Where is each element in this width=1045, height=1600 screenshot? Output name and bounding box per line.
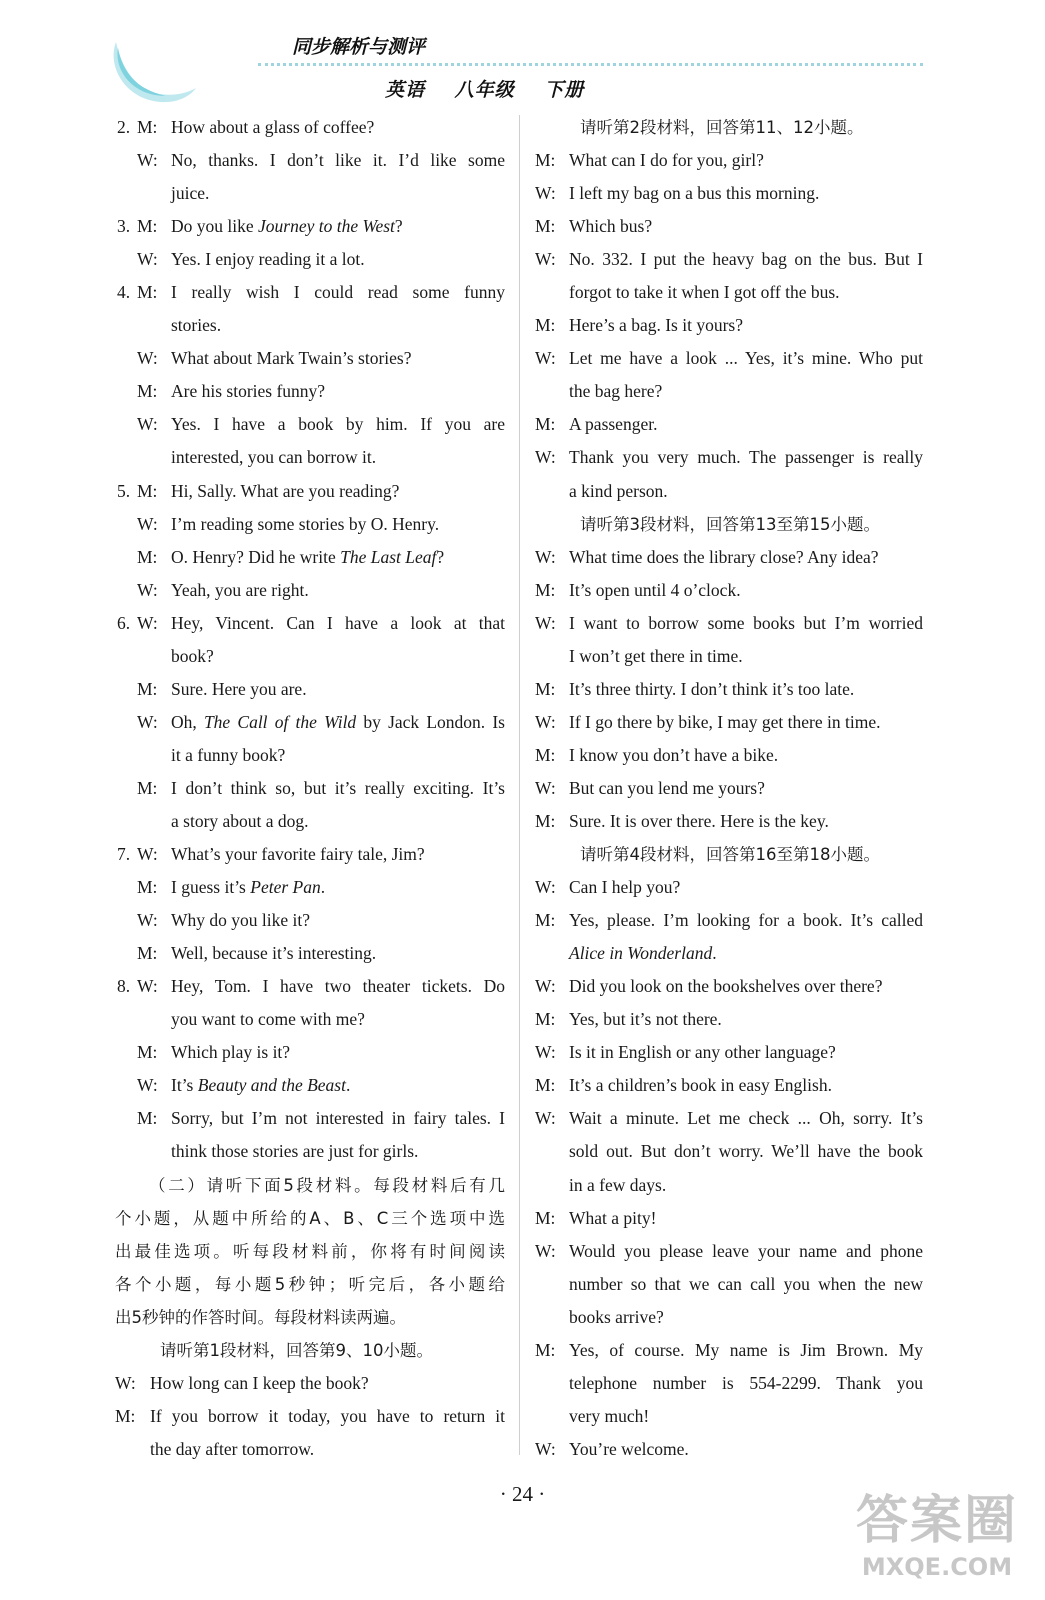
dialogue-text: very much!: [569, 1405, 650, 1426]
dialogue-text: What a pity!: [569, 1207, 657, 1228]
dialogue-text: How long can I keep the book?: [150, 1372, 369, 1393]
dialogue-line: [535, 970, 923, 1003]
dialogue-text: Alice in Wonderland.: [569, 943, 717, 964]
dialogue-text: I really wish I could read some funny: [171, 282, 505, 303]
dialogue-line: [535, 706, 923, 739]
dialogue-text: You’re welcome.: [569, 1438, 689, 1459]
dialogue-line: [115, 342, 505, 375]
dialogue-text: I’m reading some stories by O. Henry.: [171, 513, 440, 534]
speaker-label: M:: [137, 1108, 158, 1129]
dialogue-line: [115, 475, 505, 508]
passage-heading: 请听第4段材料，回答第16至第18小题。: [580, 845, 880, 865]
speaker-label: W:: [535, 777, 556, 798]
dialogue-text: Yes, of course. My name is Jim Brown. My: [569, 1339, 923, 1360]
dialogue-line: [535, 1334, 923, 1367]
speaker-label: W:: [535, 183, 556, 204]
column-divider: [519, 115, 520, 1455]
dialogue-line: [535, 276, 923, 309]
dialogue-text: the bag here?: [569, 381, 663, 402]
dialogue-line: [115, 904, 505, 937]
dialogue-line: [535, 937, 923, 970]
dialogue-line: [535, 1135, 923, 1168]
dialogue-text: it a funny book?: [171, 744, 286, 765]
speaker-label: M:: [535, 744, 556, 765]
dialogue-text: Oh, The Call of the Wild by Jack London. Is: [171, 711, 505, 732]
dialogue-line: [535, 1069, 923, 1102]
question-number: 5.: [117, 480, 131, 501]
dialogue-text: Hi, Sally. What are you reading?: [171, 480, 400, 501]
dialogue-text: think those stories are just for girls.: [171, 1141, 419, 1162]
dialogue-line: [535, 772, 923, 805]
speaker-label: M:: [137, 216, 158, 237]
speaker-label: W:: [535, 1108, 556, 1129]
passage-heading: 请听第3段材料，回答第13至第15小题。: [580, 514, 880, 534]
dialogue-text: I know you don’t have a bike.: [569, 744, 779, 765]
dialogue-line: [115, 772, 505, 805]
dialogue-line: [115, 673, 505, 706]
dialogue-text: in a few days.: [569, 1174, 667, 1195]
dialogue-text: Are his stories funny?: [171, 381, 326, 402]
watermark-logo: [847, 1490, 1027, 1590]
question-number: 2.: [117, 117, 131, 137]
speaker-label: M:: [535, 216, 556, 237]
dialogue-text: No. 332. I put the heavy bag on the bus. But I: [569, 249, 923, 270]
speaker-label: W:: [535, 249, 556, 270]
dialogue-text: Wait a minute. Let me check ... Oh, sorry. It’s: [569, 1108, 923, 1129]
passage-heading: 请听第1段材料，回答第9、10小题。: [160, 1340, 433, 1360]
dialogue-line: [535, 309, 923, 342]
book-series-title: 同步解析与测评: [292, 36, 426, 58]
speaker-label: W:: [535, 612, 556, 633]
dialogue-text: stories.: [171, 315, 222, 336]
dialogue-text: telephone number is 554-2299. Thank you: [569, 1372, 923, 1393]
dialogue-text: O. Henry? Did he write The Last Leaf?: [171, 546, 445, 567]
dialogue-text: I won’t get there in time.: [569, 645, 743, 666]
dialogue-line: [535, 1268, 923, 1301]
dialogue-text: Why do you like it?: [171, 910, 311, 931]
dialogue-text: Sorry, but I’m not interested in fairy tales. I: [171, 1108, 505, 1129]
question-number: 4.: [117, 282, 131, 303]
speaker-label: W:: [137, 844, 158, 865]
speaker-label: W:: [535, 877, 556, 898]
dialogue-text: If you borrow it today, you have to return it: [150, 1405, 505, 1426]
speaker-label: M:: [137, 943, 158, 964]
dialogue-line: [115, 541, 505, 574]
dialogue-line: [535, 904, 923, 937]
dialogue-text: you want to come with me?: [171, 1009, 365, 1030]
dialogue-text: No, thanks. I don’t like it. I’d like some: [171, 150, 505, 171]
speaker-label: M:: [137, 480, 158, 501]
dialogue-text: Yes, please. I’m looking for a book. It’s called: [569, 910, 923, 931]
dialogue-text: book?: [171, 645, 214, 666]
dialogue-text: It’s Beauty and the Beast.: [171, 1075, 351, 1096]
question-number: 7.: [117, 844, 131, 865]
speaker-label: M:: [535, 1207, 556, 1228]
dialogue-line: [535, 640, 923, 673]
dialogue-text: What can I do for you, girl?: [569, 150, 764, 171]
instruction-line: 出5秒钟的作答时间。每段材料读两遍。: [115, 1307, 406, 1327]
speaker-label: M:: [535, 315, 556, 336]
dialogue-text: sold out. But don’t worry. We’ll have the book: [569, 1141, 923, 1162]
speaker-label: W:: [137, 1075, 158, 1096]
dialogue-text: Is it in English or any other language?: [569, 1042, 836, 1063]
dialogue-text: What about Mark Twain’s stories?: [171, 348, 412, 369]
speaker-label: W:: [137, 414, 158, 435]
question-number: 8.: [117, 976, 131, 997]
dialogue-line: [535, 1169, 923, 1202]
speaker-label: W:: [535, 1240, 556, 1261]
dialogue-text: juice.: [171, 183, 210, 204]
speaker-label: W:: [535, 1042, 556, 1063]
speaker-label: W:: [137, 579, 158, 600]
dialogue-line: [115, 607, 505, 640]
dialogue-text: a story about a dog.: [171, 810, 309, 831]
dialogue-line: [535, 1235, 923, 1268]
question-number: 3.: [117, 216, 131, 237]
dialogue-line: [115, 408, 505, 441]
dialogue-text: What’s your favorite fairy tale, Jim?: [171, 844, 425, 865]
dialogue-text: a kind person.: [569, 480, 668, 501]
dialogue-text: forgot to take it when I got off the bus.: [569, 282, 840, 303]
dialogue-line: [535, 1202, 923, 1235]
instruction-line: 各个小题，每小题5秒钟；听完后，各小题给: [115, 1274, 505, 1294]
dialogue-line: [115, 111, 505, 144]
dialogue-text: I don’t think so, but it’s really exciting. It’s: [171, 777, 505, 798]
left-column: [115, 111, 505, 1466]
dialogue-text: Which bus?: [569, 216, 653, 237]
dialogue-text: books arrive?: [569, 1306, 664, 1327]
dialogue-line: [535, 541, 923, 574]
dialogue-text: Hey, Vincent. Can I have a look at that: [171, 612, 505, 633]
dialogue-text: A passenger.: [569, 414, 658, 435]
subject-grade-label: 英语 八年级 下册: [385, 79, 585, 101]
speaker-label: M:: [535, 1075, 556, 1096]
dialogue-line: [535, 177, 923, 210]
speaker-label: M:: [535, 1009, 556, 1030]
speaker-label: W:: [137, 976, 158, 997]
speaker-label: W:: [137, 711, 158, 732]
page-number: · 24 ·: [499, 1482, 546, 1506]
dialogue-text: Sure. Here you are.: [171, 678, 307, 699]
dialogue-text: Here’s a bag. Is it yours?: [569, 315, 743, 336]
dialogue-text: It’s open until 4 o’clock.: [569, 579, 741, 600]
speaker-label: M:: [535, 910, 556, 931]
dialogue-line: [535, 441, 923, 474]
speaker-label: W:: [137, 612, 158, 633]
dialogue-line: [535, 1433, 923, 1466]
dialogue-line: [535, 1367, 923, 1400]
speaker-label: M:: [535, 579, 556, 600]
dialogue-text: interested, you can borrow it.: [171, 447, 377, 468]
dialogue-line: [535, 574, 923, 607]
speaker-label: W:: [535, 546, 556, 567]
speaker-label: M:: [115, 1405, 136, 1426]
instruction-line: （二）请听下面5段材料。每段材料后有几: [149, 1175, 505, 1195]
dialogue-line: [115, 871, 505, 904]
dialogue-line: [115, 375, 505, 408]
dialogue-line: [115, 177, 505, 210]
speaker-label: M:: [137, 877, 158, 898]
dialogue-text: How about a glass of coffee?: [171, 117, 375, 137]
passage-heading: 请听第2段材料，回答第11、12小题。: [580, 118, 864, 137]
dialogue-line: [115, 210, 505, 243]
dialogue-line: [115, 706, 505, 739]
speaker-label: M:: [535, 150, 556, 171]
speaker-label: W:: [137, 150, 158, 171]
dialogue-line: [535, 342, 923, 375]
watermark-text: 答案圈: [855, 1491, 1018, 1551]
dialogue-text: Well, because it’s interesting.: [171, 943, 377, 964]
dialogue-line: [115, 1036, 505, 1069]
dialogue-line: [535, 210, 923, 243]
dialogue-line: [115, 144, 505, 177]
dialogue-text: number so that we can call you when the new: [569, 1273, 923, 1294]
speaker-label: W:: [535, 976, 556, 997]
dialogue-line: [115, 1400, 505, 1433]
speaker-label: W:: [535, 711, 556, 732]
dialogue-line: [535, 805, 923, 838]
dialogue-text: If I go there by bike, I may get there in time.: [569, 711, 881, 732]
dialogue-text: Do you like Journey to the West?: [171, 216, 403, 237]
dialogue-line: [535, 1400, 923, 1433]
dialogue-line: [535, 408, 923, 441]
instruction-line: 出最佳选项。听每段材料前，你将有时间阅读: [115, 1241, 505, 1261]
dialogue-line: [535, 1003, 923, 1036]
dialogue-line: [115, 739, 505, 772]
dialogue-line: [115, 1433, 505, 1466]
dialogue-line: [535, 375, 923, 408]
instruction-line: 个小题，从题中所给的A、B、C三个选项中选: [115, 1208, 505, 1228]
speaker-label: M:: [137, 1042, 158, 1063]
dialogue-line: [535, 1036, 923, 1069]
dialogue-text: Yes. I have a book by him. If you are: [171, 414, 505, 435]
dialogue-text: Can I help you?: [569, 877, 681, 898]
speaker-label: W:: [535, 447, 556, 468]
dialogue-line: [115, 1367, 505, 1400]
dialogue-line: [115, 309, 505, 342]
dialogue-line: [115, 276, 505, 309]
dialogue-text: I want to borrow some books but I’m worried: [569, 612, 923, 633]
dialogue-line: [115, 640, 505, 673]
speaker-label: M:: [535, 1339, 556, 1360]
speaker-label: W:: [137, 249, 158, 270]
header-dotted-rule: [258, 63, 923, 66]
dialogue-text: I left my bag on a bus this morning.: [569, 183, 820, 204]
dialogue-line: [535, 243, 923, 276]
speaker-label: W:: [137, 910, 158, 931]
dialogue-line: [115, 805, 505, 838]
dialogue-text: Hey, Tom. I have two theater tickets. Do: [171, 976, 505, 997]
dialogue-line: [535, 144, 923, 177]
speaker-label: W:: [535, 1438, 556, 1459]
speaker-label: W:: [137, 348, 158, 369]
dialogue-line: [535, 871, 923, 904]
speaker-label: W:: [137, 513, 158, 534]
speaker-label: M:: [137, 777, 158, 798]
speaker-label: M:: [137, 678, 158, 699]
dialogue-text: Yeah, you are right.: [171, 579, 309, 600]
dialogue-line: [115, 970, 505, 1003]
dialogue-line: [535, 739, 923, 772]
dialogue-line: [115, 574, 505, 607]
speaker-label: M:: [535, 810, 556, 831]
dialogue-line: [115, 508, 505, 541]
speaker-label: M:: [535, 414, 556, 435]
dialogue-text: But can you lend me yours?: [569, 777, 765, 798]
header-swoosh-decoration: [108, 38, 198, 110]
dialogue-text: Would you please leave your name and phone: [569, 1240, 923, 1261]
dialogue-line: [115, 243, 505, 276]
question-number: 6.: [117, 612, 131, 633]
dialogue-text: What time does the library close? Any idea?: [569, 546, 879, 567]
speaker-label: M:: [535, 678, 556, 699]
dialogue-line: [115, 1102, 505, 1135]
dialogue-line: [115, 1003, 505, 1036]
dialogue-line: [115, 937, 505, 970]
dialogue-text: Which play is it?: [171, 1042, 291, 1063]
dialogue-line: [115, 1069, 505, 1102]
speaker-label: W:: [535, 348, 556, 369]
dialogue-line: [115, 1135, 505, 1168]
dialogue-line: [115, 441, 505, 474]
dialogue-line: [535, 607, 923, 640]
watermark-url: MXQE.COM: [861, 1553, 1013, 1581]
dialogue-text: Did you look on the bookshelves over there?: [569, 976, 883, 997]
dialogue-line: [115, 838, 505, 871]
speaker-label: M:: [137, 546, 158, 567]
dialogue-text: It’s three thirty. I don’t think it’s too late.: [569, 678, 855, 699]
dialogue-line: [535, 1301, 923, 1334]
dialogue-text: I guess it’s Peter Pan.: [171, 877, 326, 898]
speaker-label: M:: [137, 381, 158, 402]
dialogue-line: [535, 475, 923, 508]
right-column: [535, 111, 923, 1466]
dialogue-text: Yes, but it’s not there.: [569, 1009, 722, 1030]
dialogue-line: [535, 673, 923, 706]
speaker-label: M:: [137, 282, 158, 303]
dialogue-text: Yes. I enjoy reading it a lot.: [171, 249, 365, 270]
dialogue-text: the day after tomorrow.: [150, 1438, 315, 1459]
speaker-label: M:: [137, 117, 158, 137]
speaker-label: W:: [115, 1372, 136, 1393]
dialogue-text: Sure. It is over there. Here is the key.: [569, 810, 829, 831]
dialogue-line: [535, 1102, 923, 1135]
dialogue-text: It’s a children’s book in easy English.: [569, 1075, 832, 1096]
dialogue-text: Let me have a look ... Yes, it’s mine. Who put: [569, 348, 923, 369]
dialogue-text: Thank you very much. The passenger is really: [569, 447, 923, 468]
